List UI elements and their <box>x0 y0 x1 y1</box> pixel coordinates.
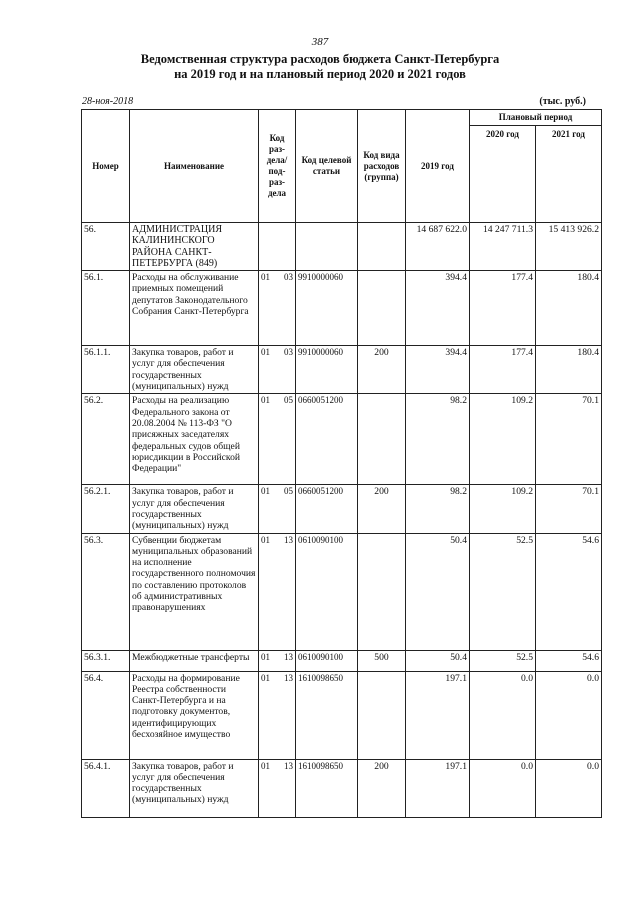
row-number: 56.2.1. <box>82 485 130 533</box>
row-section-code <box>259 485 296 533</box>
row-2021: 180.4 <box>536 346 602 394</box>
row-section-code <box>259 346 296 394</box>
row-target-code: 0610090100 <box>296 650 358 671</box>
row-target-code: 0660051200 <box>296 394 358 485</box>
row-expense-type <box>358 271 406 346</box>
row-razdel: 01 <box>261 760 270 771</box>
row-number: 56. <box>82 223 130 271</box>
row-podrazdel: 13 <box>284 672 293 683</box>
row-razdel: 01 <box>261 272 270 283</box>
table-row <box>82 394 602 485</box>
row-2020: 52.5 <box>470 650 536 671</box>
row-expense-type <box>358 223 406 271</box>
row-2019: 50.4 <box>406 650 470 671</box>
row-expense-type <box>358 671 406 759</box>
row-expense-type: 200 <box>358 346 406 394</box>
table-row <box>82 485 602 533</box>
table-row <box>82 223 602 271</box>
budget-table <box>81 109 602 818</box>
row-number: 56.4.1. <box>82 759 130 817</box>
row-expense-type <box>358 533 406 650</box>
row-razdel: 01 <box>261 347 270 358</box>
header-number: Номер <box>82 110 130 223</box>
row-name: Межбюджетные трансферты <box>130 650 259 671</box>
row-number: 56.1.1. <box>82 346 130 394</box>
row-podrazdel: 03 <box>284 347 293 358</box>
row-razdel: 01 <box>261 672 270 683</box>
row-podrazdel: 05 <box>284 486 293 497</box>
row-2020: 177.4 <box>470 271 536 346</box>
row-target-code: 1610098650 <box>296 671 358 759</box>
row-razdel: 01 <box>261 486 270 497</box>
row-podrazdel: 05 <box>284 395 293 406</box>
row-target-code <box>296 223 358 271</box>
row-2019: 98.2 <box>406 485 470 533</box>
row-name: Расходы на формирование Реестра собственности Санкт-Петербурга и на подготовку документов, идентифицирующих бесхозяйное имущество <box>130 671 259 759</box>
row-2021: 15 413 926.2 <box>536 223 602 271</box>
row-section-code <box>259 271 296 346</box>
row-number: 56.4. <box>82 671 130 759</box>
row-number: 56.3.1. <box>82 650 130 671</box>
row-2021: 54.6 <box>536 650 602 671</box>
row-2019: 197.1 <box>406 671 470 759</box>
row-2019: 197.1 <box>406 759 470 817</box>
header-planned-period: Плановый период <box>470 110 602 126</box>
row-2020: 177.4 <box>470 346 536 394</box>
title-line-2: на 2019 год и на плановый период 2020 и 2021 годов <box>174 67 466 81</box>
row-2019: 394.4 <box>406 271 470 346</box>
header-name: Наименование <box>130 110 259 223</box>
header-section-code: Код раз-дела/ под-раз-дела <box>259 110 296 223</box>
table-row <box>82 671 602 759</box>
row-section-code <box>259 650 296 671</box>
row-section-code <box>259 759 296 817</box>
row-2019: 98.2 <box>406 394 470 485</box>
row-podrazdel: 13 <box>284 651 293 662</box>
row-section-code <box>259 223 296 271</box>
row-name: Закупка товаров, работ и услуг для обеспечения государственных (муниципальных) нужд <box>130 759 259 817</box>
row-name: Закупка товаров, работ и услуг для обеспечения государственных (муниципальных) нужд <box>130 485 259 533</box>
row-name: АДМИНИСТРАЦИЯ КАЛИНИНСКОГО РАЙОНА САНКТ-ПЕТЕРБУРГА (849) <box>130 223 259 271</box>
row-target-code: 0610090100 <box>296 533 358 650</box>
row-target-code: 1610098650 <box>296 759 358 817</box>
table-row <box>82 271 602 346</box>
row-razdel: 01 <box>261 534 270 545</box>
header-year-2021: 2021 год <box>536 126 602 223</box>
table-row <box>82 759 602 817</box>
page-number: 387 <box>311 36 329 48</box>
row-podrazdel: 13 <box>284 534 293 545</box>
table-row <box>82 650 602 671</box>
row-target-code: 9910000060 <box>296 346 358 394</box>
row-2020: 14 247 711.3 <box>470 223 536 271</box>
document-date: 28-ноя-2018 <box>82 96 134 107</box>
row-target-code: 0660051200 <box>296 485 358 533</box>
row-2021: 70.1 <box>536 394 602 485</box>
row-expense-type <box>358 394 406 485</box>
header-year-2019: 2019 год <box>406 110 470 223</box>
row-2019: 394.4 <box>406 346 470 394</box>
row-expense-type: 200 <box>358 759 406 817</box>
row-podrazdel: 13 <box>284 760 293 771</box>
table-row <box>82 346 602 394</box>
row-2020: 0.0 <box>470 671 536 759</box>
header-target-code: Код целевой статьи <box>296 110 358 223</box>
row-section-code <box>259 671 296 759</box>
row-2020: 109.2 <box>470 394 536 485</box>
row-name: Субвенции бюджетам муниципальных образований на исполнение государственного полномочия по составлению протоколов об административных правонарушениях <box>130 533 259 650</box>
row-target-code: 9910000060 <box>296 271 358 346</box>
row-name: Расходы на обслуживание приемных помещений депутатов Законодательного Собрания Санкт-Петербурга <box>130 271 259 346</box>
row-2021: 180.4 <box>536 271 602 346</box>
row-podrazdel: 03 <box>284 272 293 283</box>
row-expense-type: 500 <box>358 650 406 671</box>
row-section-code <box>259 533 296 650</box>
row-razdel: 01 <box>261 395 270 406</box>
row-section-code <box>259 394 296 485</box>
table-body <box>82 223 602 818</box>
row-number: 56.2. <box>82 394 130 485</box>
row-2021: 0.0 <box>536 671 602 759</box>
row-2020: 52.5 <box>470 533 536 650</box>
row-2019: 50.4 <box>406 533 470 650</box>
row-name: Закупка товаров, работ и услуг для обеспечения государственных (муниципальных) нужд <box>130 346 259 394</box>
row-2020: 0.0 <box>470 759 536 817</box>
row-razdel: 01 <box>261 651 270 662</box>
row-number: 56.1. <box>82 271 130 346</box>
header-year-2020: 2020 год <box>470 126 536 223</box>
units-label: (тыс. руб.) <box>539 96 586 107</box>
row-expense-type: 200 <box>358 485 406 533</box>
row-2021: 54.6 <box>536 533 602 650</box>
document-title <box>0 52 640 82</box>
row-name: Расходы на реализацию Федерального закона от 20.08.2004 № 113-ФЗ "О присяжных заседателях федеральных судов общей юрисдикции в Российской Федерации" <box>130 394 259 485</box>
table-row <box>82 533 602 650</box>
row-2021: 0.0 <box>536 759 602 817</box>
row-number: 56.3. <box>82 533 130 650</box>
row-2019: 14 687 622.0 <box>406 223 470 271</box>
header-expense-type-code: Код вида расходов (группа) <box>358 110 406 223</box>
title-line-1: Ведомственная структура расходов бюджета Санкт-Петербурга <box>140 52 500 66</box>
row-2021: 70.1 <box>536 485 602 533</box>
row-2020: 109.2 <box>470 485 536 533</box>
